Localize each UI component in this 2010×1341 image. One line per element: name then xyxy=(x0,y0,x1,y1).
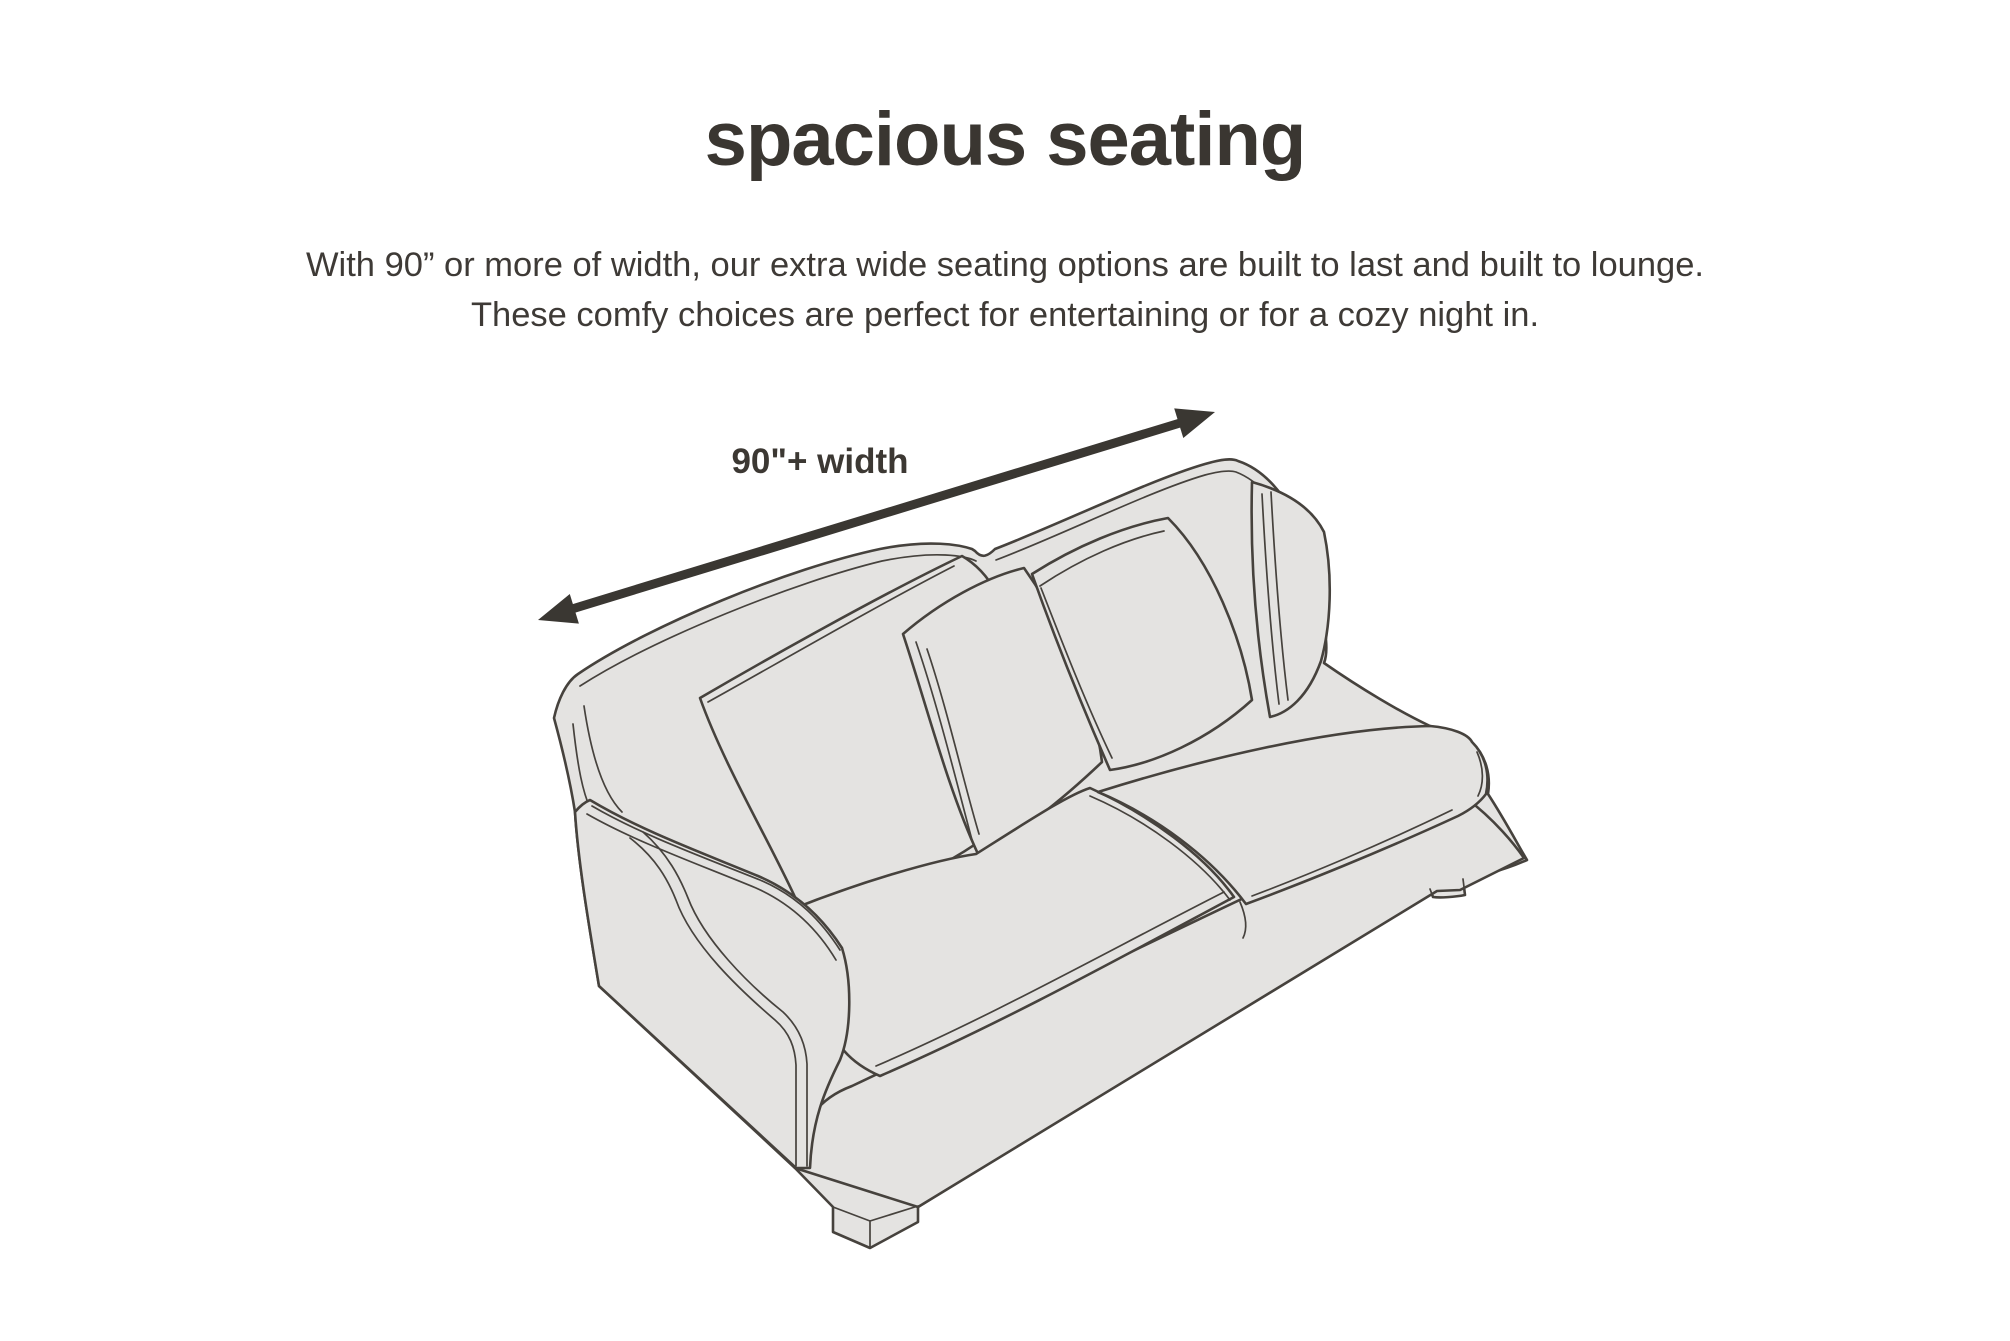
width-arrow-head-right xyxy=(1174,408,1215,438)
subtitle-line-2: These comfy choices are perfect for entertaining or for a cozy night in. xyxy=(470,296,1540,334)
page-title: spacious seating xyxy=(704,97,1306,182)
dimension-label: 90"+ width xyxy=(731,442,909,481)
subtitle-line-1: With 90” or more of width, our extra wide seating options are built to last and built to lounge. xyxy=(305,246,1704,284)
width-arrow-head-left xyxy=(538,594,579,624)
